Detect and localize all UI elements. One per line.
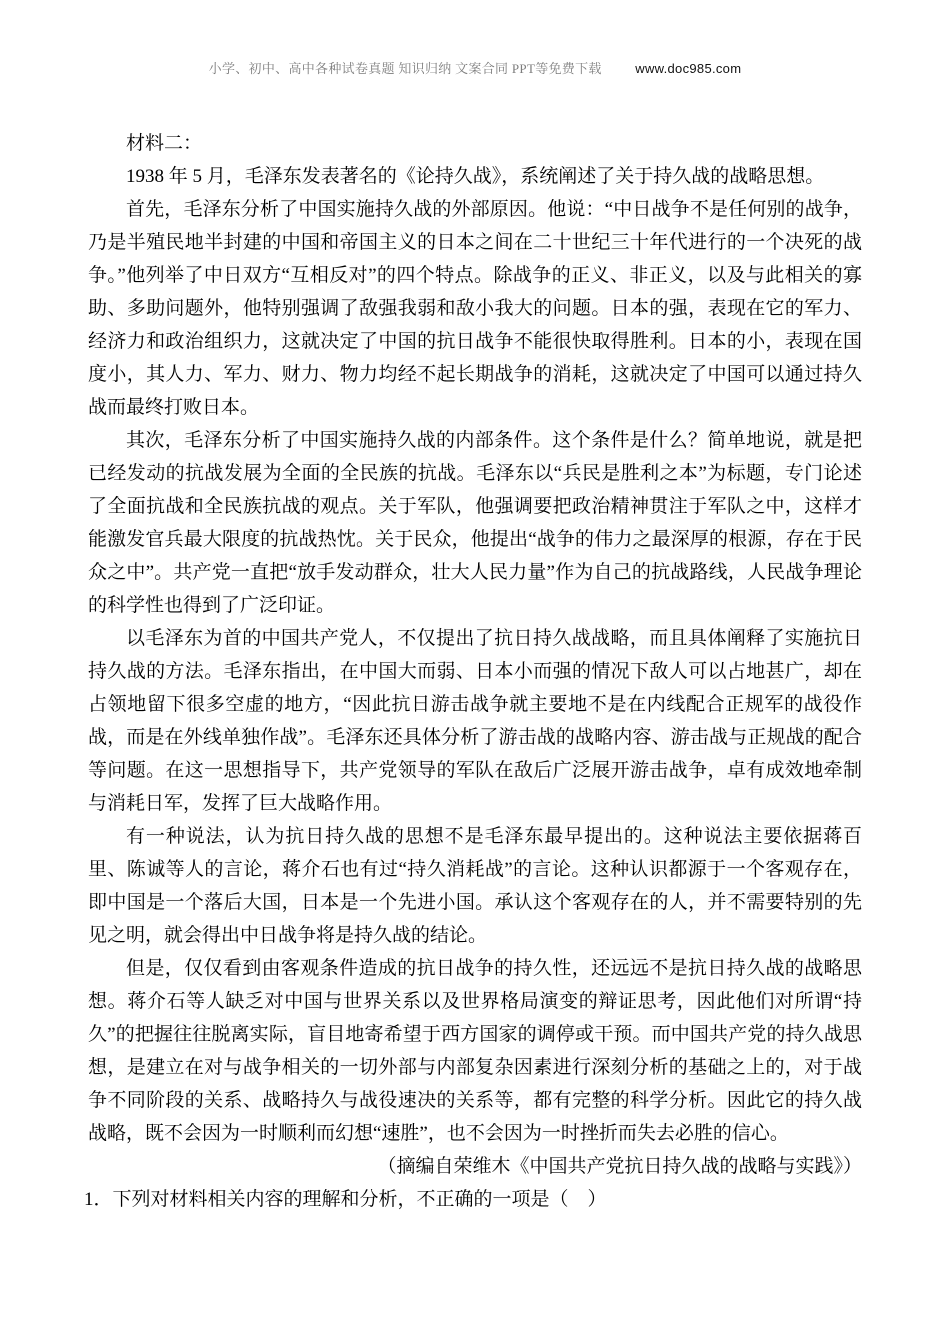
header-promo-text: 小学、初中、高中各种试卷真题 知识归纳 文案合同 PPT等免费下载 xyxy=(208,61,602,76)
site-header xyxy=(0,0,950,77)
paragraph-internal-conditions: 其次，毛泽东分析了中国实施持久战的内部条件。这个条件是什么？简单地说，就是把已经发动的抗战发展为全面的全民族的抗战。毛泽东以“兵民是胜利之本”为标题，专门论述了全面抗战和全民族抗战的观点。关于军队，他强调要把政治精神贯注于军队之中，这样才能激发官兵最大限度的抗战热忱。关于民众，他提出“战争的伟力之最深厚的根源，存在于民众之中”。共产党一直把“放手发动群众，壮大人民力量”作为自己的抗战路线，人民战争理论的科学性也得到了广泛印证。 xyxy=(88,430,862,616)
paragraph-conclusion: 但是，仅仅看到由客观条件造成的抗日战争的持久性，还远远不是抗日持久战的战略思想。蒋介石等人缺乏对中国与世界关系以及世界格局演变的辩证思考，因此他们对所谓“持久”的把握往往脱离实际，盲目地寄希望于西方国家的调停或干预。而中国共产党的持久战思想，是建立在对与战争相关的一切外部与内部复杂因素进行深刻分析的基础之上的，对于战争不同阶段的关系、战略持久与战役速决的关系等，都有完整的科学分析。因此它的持久战战略，既不会因为一时顺利而幻想“速胜”，也不会因为一时挫折而失去必胜的信心。 xyxy=(88,958,862,1144)
paragraph-guerrilla-strategy: 以毛泽东为首的中国共产党人，不仅提出了抗日持久战战略，而且具体阐释了实施抗日持久战的方法。毛泽东指出，在中国大而弱、日本小而强的情况下敌人可以占地甚广，却在占领地留下很多空虚的地方，“因此抗日游击战争就主要地不是在内线配合正规军的战役作战，而是在外线单独作战”。毛泽东还具体分析了游击战的战略内容、游击战与正规战的配合等问题。在这一思想指导下，共产党领导的军队在敌后广泛展开游击战争，卓有成效地牵制与消耗日军，发挥了巨大战略作用。 xyxy=(88,628,862,814)
document-body xyxy=(84,127,862,1216)
paragraph-external-reasons: 首先，毛泽东分析了中国实施持久战的外部原因。他说：“中日战争不是任何别的战争，乃是半殖民地半封建的中国和帝国主义的日本之间在二十世纪三十年代进行的一个决死的战争。”他列举了中日双方“互相反对”的四个特点。除战争的正义、非正义，以及与此相关的寡助、多助问题外，他特别强调了敌强我弱和敌小我大的问题。日本的强，表现在它的军力、经济力和政治组织力，这就决定了中国的抗日战争不能很快取得胜利。日本的小，表现在国度小，其人力、军力、财力、物力均经不起长期战争的消耗，这就决定了中国可以通过持久战而最终打败日本。 xyxy=(88,199,862,418)
attribution: （摘编自荣维木《中国共产党抗日持久战的战略与实践》） xyxy=(377,1156,862,1177)
material-heading: 材料二： xyxy=(126,133,203,154)
paragraph-alternative-claim: 有一种说法，认为抗日持久战的思想不是毛泽东最早提出的。这种说法主要依据蒋百里、陈诚等人的言论，蒋介石也有过“持久消耗战”的言论。这种认识都源于一个客观存在，即中国是一个落后大国，日本是一个先进小国。承认这个客观存在的人，并不需要特别的先见之明，就会得出中日战争将是持久战的结论。 xyxy=(88,826,862,946)
question-1: 1．下列对材料相关内容的理解和分析，不正确的一项是（ ） xyxy=(84,1189,607,1210)
paragraph-intro: 1938 年 5 月，毛泽东发表著名的《论持久战》，系统阐述了关于持久战的战略思想。 xyxy=(126,166,825,187)
site-link[interactable]: www.doc985.com xyxy=(635,61,742,76)
